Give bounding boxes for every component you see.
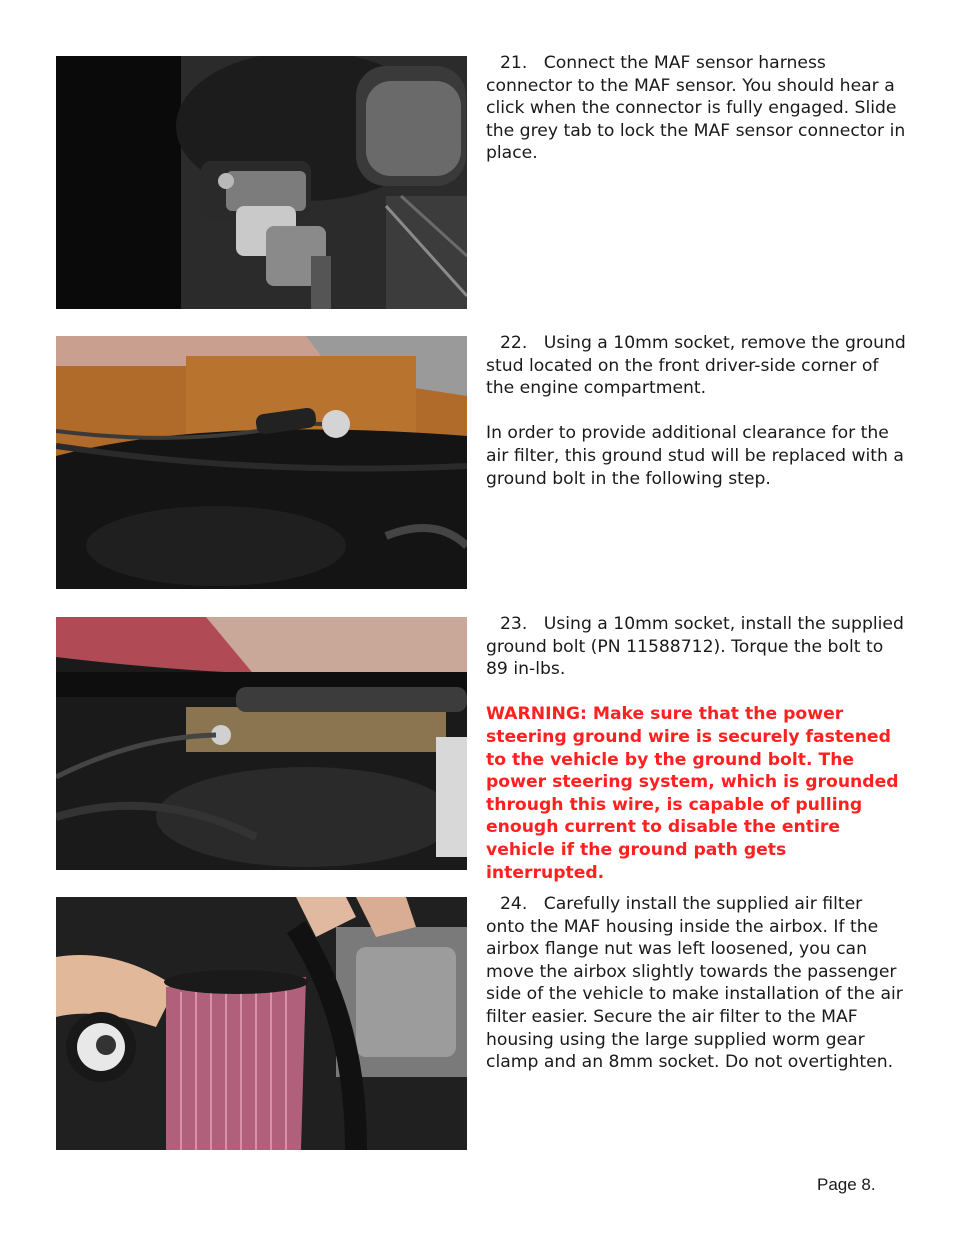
step-paragraph: Connect the MAF sensor harness connector to the MAF sensor. You should hear a click when the connector is fully engaged. Slide the grey tab to lock the MAF sensor connector in place. bbox=[486, 53, 906, 164]
step-22-note: In order to provide additional clearance for the air filter, this ground stud will be replaced with a ground bolt in the following step. bbox=[486, 423, 904, 489]
step-21-text bbox=[486, 52, 906, 165]
warning-text: WARNING: Make sure that the power steering ground wire is securely fastened to the vehicle by the ground bolt. The power steering system, which is grounded through this wire, is capable of pulling enough current to disable the entire vehicle if the ground path gets interrupted. bbox=[486, 704, 899, 883]
photo-ground-bolt bbox=[56, 617, 467, 870]
step-24 bbox=[486, 893, 906, 1074]
step-23-text bbox=[486, 613, 906, 681]
step-22 bbox=[486, 332, 906, 490]
step-number: 23. bbox=[500, 614, 528, 634]
step-22-text bbox=[486, 332, 906, 400]
step-paragraph: Carefully install the supplied air filter onto the MAF housing inside the airbox. If the airbox flange nut was left loosened, you can move the airbox slightly towards the passenger side of the vehicle to make installation of the air filter easier. Secure the air filter to the MAF housing using the large supplied worm gear clamp and an 8mm socket. Do not overtighten. bbox=[486, 894, 903, 1073]
page-number: Page 8. bbox=[817, 1175, 876, 1194]
photo-ground-stud bbox=[56, 336, 467, 589]
step-paragraph: Using a 10mm socket, remove the ground stud located on the front driver-side corner of the engine compartment. bbox=[486, 333, 906, 399]
step-23 bbox=[486, 613, 906, 884]
step-number: 22. bbox=[500, 333, 528, 353]
step-24-text bbox=[486, 893, 906, 1074]
step-paragraph: Using a 10mm socket, install the supplied ground bolt (PN 11588712). Torque the bolt to 89 in-lbs. bbox=[486, 614, 904, 680]
step-21 bbox=[486, 52, 906, 165]
photo-air-filter-install bbox=[56, 897, 467, 1150]
step-number: 24. bbox=[500, 894, 528, 914]
photo-maf-sensor-connector bbox=[56, 56, 467, 309]
step-number: 21. bbox=[500, 53, 528, 73]
